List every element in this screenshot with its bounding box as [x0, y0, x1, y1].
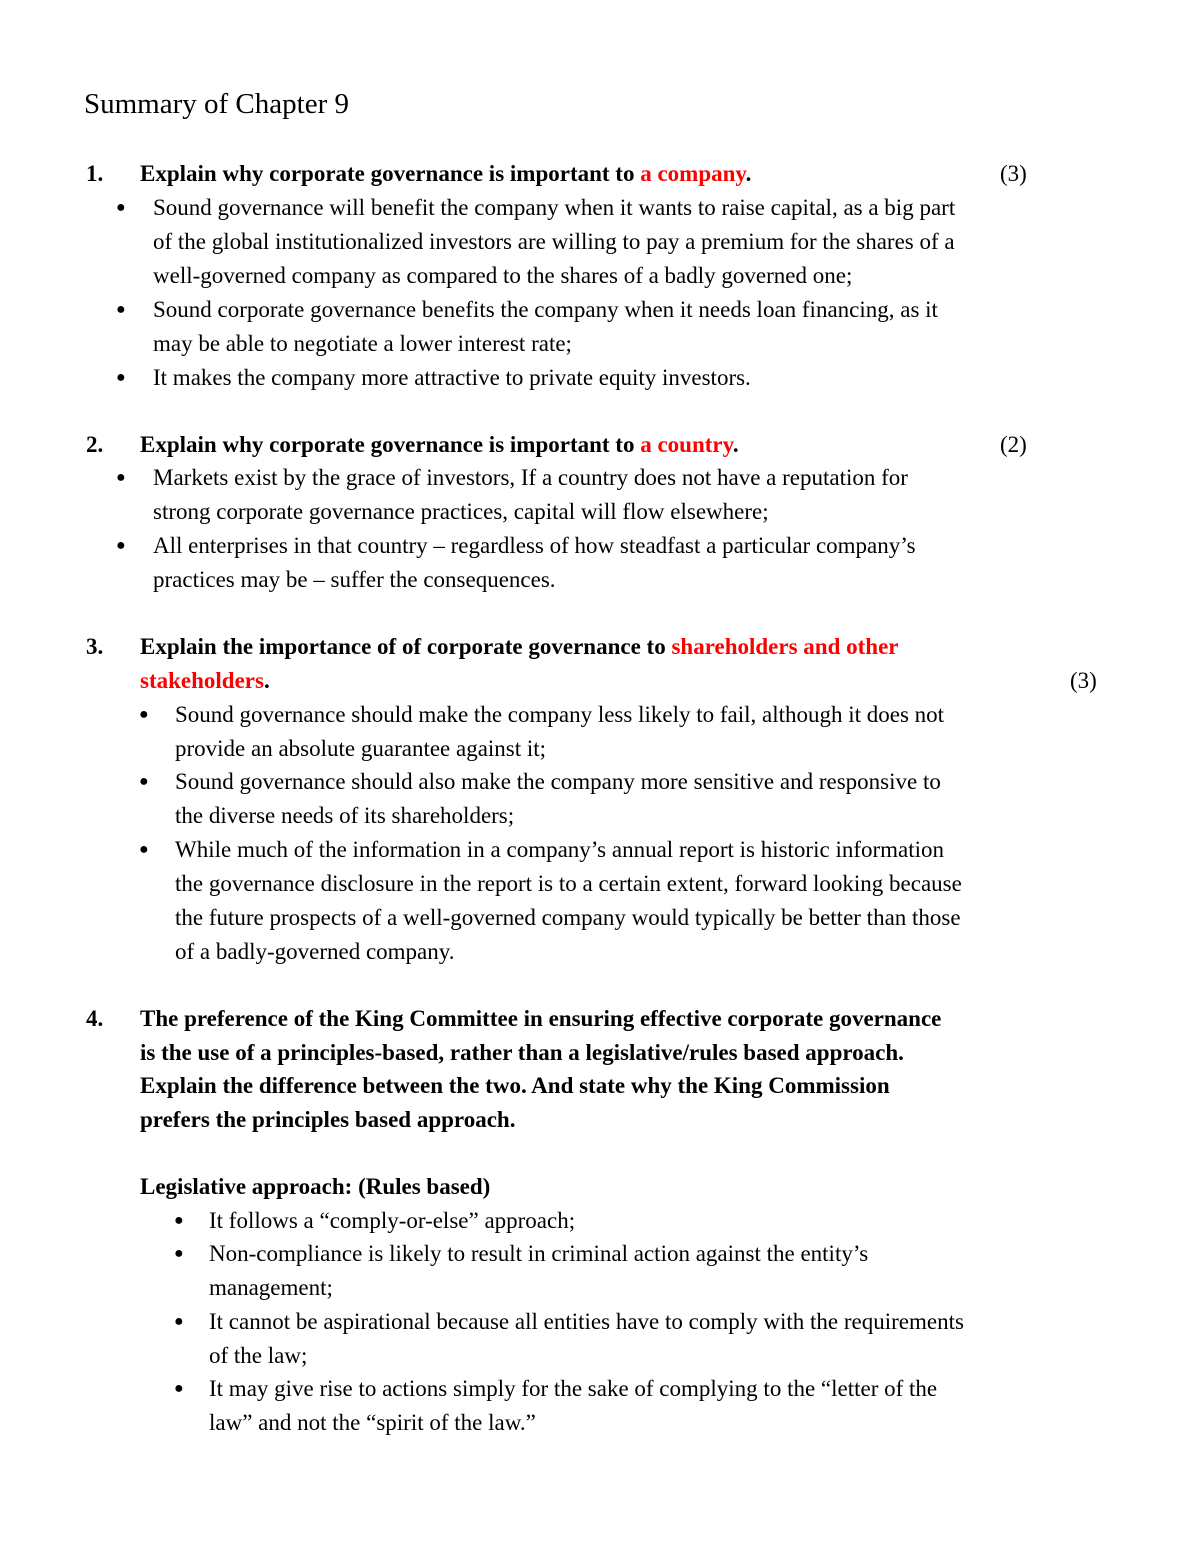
question-3-highlight-1: shareholders and other [671, 634, 899, 659]
bullet-icon: ● [174, 1212, 184, 1229]
q1-bullet-1-line-2: of the global institutionalized investors are willing to pay a premium for the shares of a [153, 229, 955, 254]
question-3-highlight-2: stakeholders [140, 668, 264, 693]
question-3-heading-line-2: stakeholders. [140, 668, 270, 693]
q3-bullet-1-line-2: provide an absolute guarantee against it; [175, 736, 547, 761]
question-2-highlight: a country [640, 432, 733, 457]
q1-bullet-3-line-1: It makes the company more attractive to private equity investors. [153, 365, 751, 390]
question-3-number: 3. [86, 634, 104, 659]
q1-bullet-2-line-1: Sound corporate governance benefits the company when it needs loan financing, as it [153, 297, 938, 322]
q4-bullet-4-line-1: It may give rise to actions simply for the sake of complying to the “letter of the [209, 1376, 938, 1401]
question-4-line-3: Explain the difference between the two. And state why the King Commission [140, 1073, 890, 1098]
bullet-icon: ● [139, 773, 149, 790]
q3-bullet-3-line-1: While much of the information in a company’s annual report is historic information [175, 837, 945, 862]
q4-bullet-4-line-2: law” and not the “spirit of the law.” [209, 1410, 536, 1435]
q3-bullet-3-line-3: the future prospects of a well-governed company would typically be better than those [175, 905, 961, 930]
question-1-number: 1. [86, 161, 104, 186]
bullet-icon: ● [116, 369, 126, 386]
q3-bullet-2-line-2: the diverse needs of its shareholders; [175, 803, 515, 828]
q4-bullet-3-line-1: It cannot be aspirational because all entities have to comply with the requirements [209, 1309, 964, 1334]
question-1-highlight: a company [640, 161, 746, 186]
bullet-icon: ● [139, 706, 149, 723]
bullet-icon: ● [174, 1245, 184, 1262]
bullet-icon: ● [116, 469, 126, 486]
q1-bullet-2-line-2: may be able to negotiate a lower interest rate; [153, 331, 572, 356]
question-3-heading-line-1: Explain the importance of of corporate governance to shareholders and other [140, 634, 899, 659]
bullet-icon: ● [139, 841, 149, 858]
bullet-icon: ● [174, 1313, 184, 1330]
q3-bullet-3-line-4: of a badly-governed company. [175, 939, 455, 964]
question-4-line-2: is the use of a principles-based, rather than a legislative/rules based approach. [140, 1040, 904, 1065]
q1-bullet-1-line-1: Sound governance will benefit the company when it wants to raise capital, as a big part [153, 195, 956, 220]
bullet-icon: ● [116, 301, 126, 318]
bullet-icon: ● [174, 1380, 184, 1397]
question-2-number: 2. [86, 432, 104, 457]
question-1-heading: Explain why corporate governance is important to a company. [140, 161, 752, 186]
q2-bullet-1-line-2: strong corporate governance practices, capital will flow elsewhere; [153, 499, 769, 524]
q2-bullet-2-line-2: practices may be – suffer the consequences. [153, 567, 556, 592]
q4-bullet-2-line-2: management; [209, 1275, 333, 1300]
question-2-marks: (2) [1000, 432, 1027, 457]
page-title: Summary of Chapter 9 [84, 88, 349, 120]
q3-bullet-2-line-1: Sound governance should also make the company more sensitive and responsive to [175, 769, 941, 794]
question-3-marks: (3) [1070, 668, 1097, 693]
bullet-icon: ● [116, 537, 126, 554]
q3-bullet-3-line-2: the governance disclosure in the report is to a certain extent, forward looking because [175, 871, 962, 896]
q4-bullet-3-line-2: of the law; [209, 1343, 308, 1368]
question-2-heading: Explain why corporate governance is important to a country. [140, 432, 739, 457]
q4-bullet-1-line-1: It follows a “comply-or-else” approach; [209, 1208, 576, 1233]
question-1-marks: (3) [1000, 161, 1027, 186]
bullet-icon: ● [116, 199, 126, 216]
question-4-line-1: The preference of the King Committee in ensuring effective corporate governance [140, 1006, 942, 1031]
legislative-approach-subheading: Legislative approach: (Rules based) [140, 1174, 491, 1199]
q3-bullet-1-line-1: Sound governance should make the company less likely to fail, although it does not [175, 702, 945, 727]
q2-bullet-1-line-1: Markets exist by the grace of investors, If a country does not have a reputation for [153, 465, 908, 490]
q1-bullet-1-line-3: well-governed company as compared to the shares of a badly governed one; [153, 263, 853, 288]
q4-bullet-2-line-1: Non-compliance is likely to result in criminal action against the entity’s [209, 1241, 869, 1266]
q2-bullet-2-line-1: All enterprises in that country – regardless of how steadfast a particular company’s [153, 533, 916, 558]
question-4-line-4: prefers the principles based approach. [140, 1107, 516, 1132]
question-4-number: 4. [86, 1006, 104, 1031]
